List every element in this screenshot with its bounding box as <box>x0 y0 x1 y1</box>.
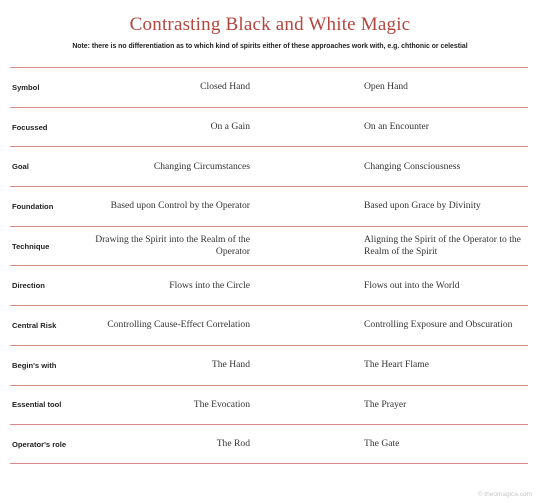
white-magic-cell: Changing Consciousness <box>364 160 461 172</box>
table-row <box>10 107 528 147</box>
black-magic-cell: Drawing the Spirit into the Realm of the Operator <box>95 234 250 258</box>
white-magic-cell: The Gate <box>364 438 400 450</box>
white-magic-cell: Open Hand <box>364 81 408 93</box>
copyright-text: © theomagica.com <box>477 491 532 498</box>
white-magic-cell: The Heart Flame <box>364 359 429 371</box>
row-label: Symbol <box>12 82 40 92</box>
table-row <box>10 385 528 425</box>
black-magic-cell: On a Gain <box>210 121 250 133</box>
white-magic-cell: The Prayer <box>364 398 407 410</box>
row-label: Operator's role <box>12 439 67 449</box>
black-magic-cell: Based upon Control by the Operator <box>110 200 250 212</box>
note-text: Note: there is no differentiation as to which kind of spirits either of these approaches work with, e.g. chthonic or celestial <box>72 41 468 50</box>
row-label: Foundation <box>12 201 54 211</box>
black-magic-cell: The Rod <box>216 438 250 450</box>
row-label: Technique <box>12 241 50 251</box>
white-magic-cell: On an Encounter <box>364 121 430 133</box>
white-magic-cell: Based upon Grace by Divinity <box>364 200 481 212</box>
black-magic-cell: Closed Hand <box>200 81 250 93</box>
white-magic-cell: Flows out into the World <box>364 279 460 291</box>
row-label: Central Risk <box>12 320 57 330</box>
row-label: Essential tool <box>12 400 62 410</box>
row-label: Goal <box>12 162 29 172</box>
table-row <box>10 146 528 186</box>
black-magic-cell: The Evocation <box>193 398 250 410</box>
table-row <box>10 305 528 345</box>
table-row <box>10 345 528 385</box>
table-row <box>10 186 528 226</box>
row-label: Direction <box>12 281 45 291</box>
white-magic-cell: Aligning the Spirit of the Operator to the Realm of the Spirit <box>364 234 521 258</box>
black-magic-cell: Controlling Cause-Effect Correlation <box>107 319 250 331</box>
page-title: Contrasting Black and White Magic <box>129 14 411 35</box>
table-row <box>10 226 528 266</box>
black-magic-cell: Changing Circumstances <box>153 160 250 172</box>
table-row <box>10 67 528 107</box>
table-row <box>10 265 528 305</box>
table-row <box>10 424 528 464</box>
comparison-table <box>10 67 528 464</box>
row-label: Begin's with <box>12 360 57 370</box>
black-magic-cell: The Hand <box>211 359 250 371</box>
row-label: Focussed <box>12 122 48 132</box>
black-magic-cell: Flows into the Circle <box>169 279 250 291</box>
white-magic-cell: Controlling Exposure and Obscuration <box>364 319 513 331</box>
